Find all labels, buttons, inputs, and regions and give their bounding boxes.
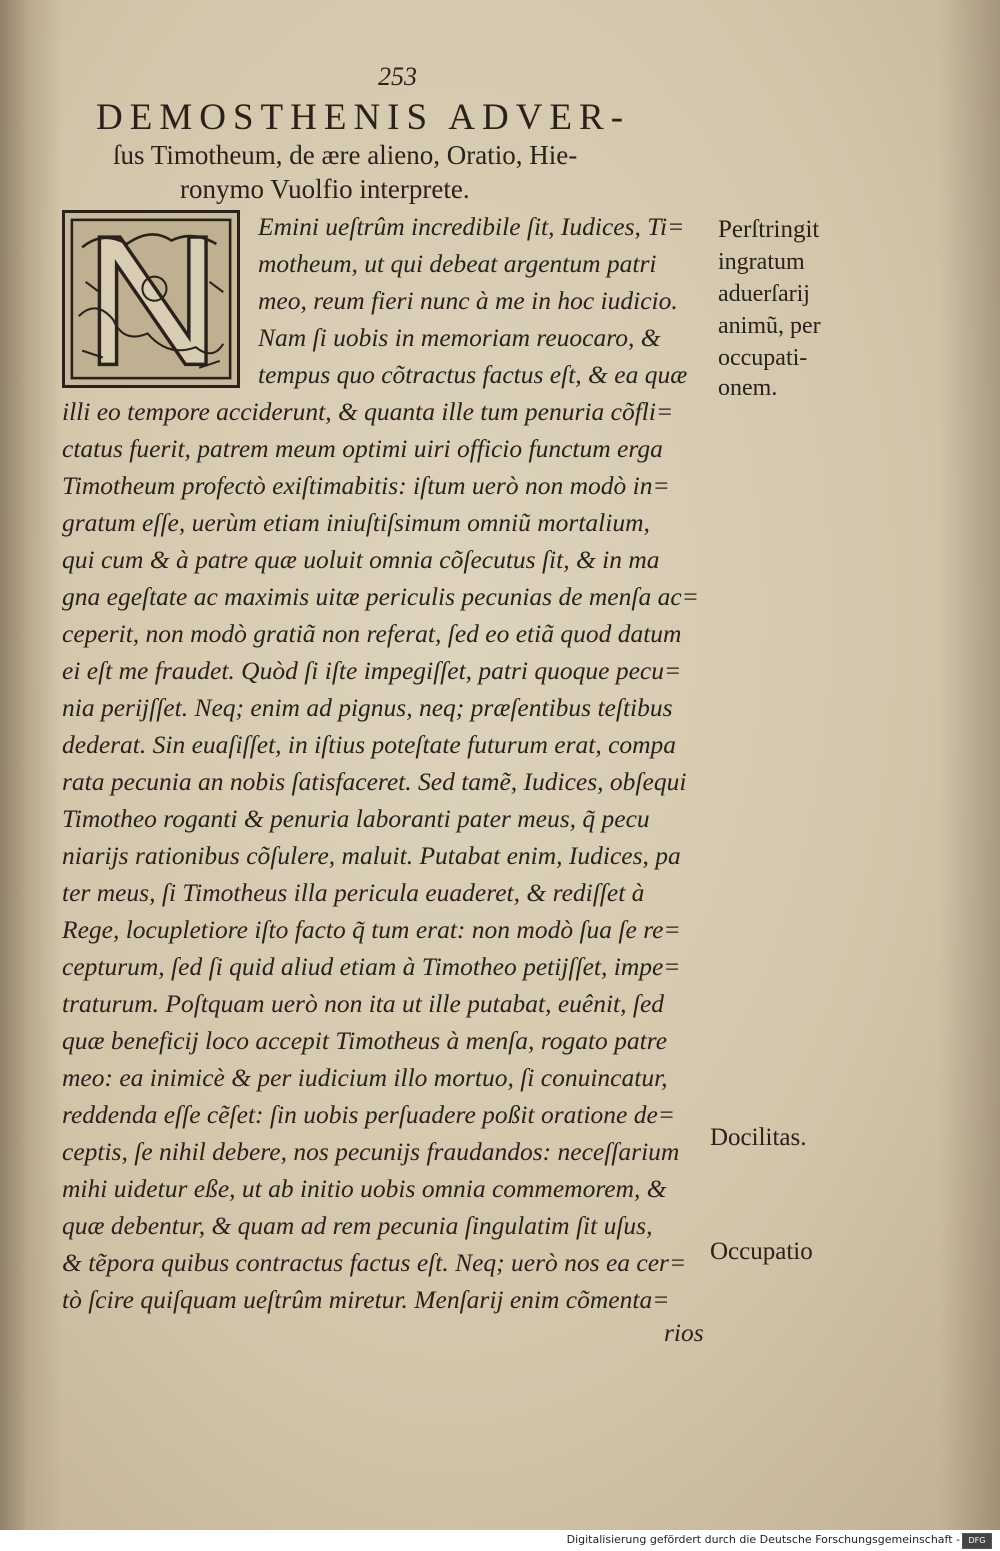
- body-line-9: gratum eſſe, uerùm etiam iniuſtiſsimum omniũ mortalium,: [62, 508, 650, 537]
- body-line-21: cepturum, ſed ſi quid aliud etiam à Timotheo petijſſet, impe=: [62, 952, 681, 981]
- heading-subtitle-line-1: ſus Timotheum, de ære alieno, Oratio, Hie-: [113, 140, 578, 170]
- margin-note-3: Occupatio: [710, 1238, 813, 1265]
- digitization-footer: [0, 1530, 1000, 1551]
- body-line-7: ctatus fuerit, patrem meum optimi uiri officio functum erga: [62, 434, 663, 463]
- body-line-30: tò ſcire quiſquam ueſtrûm miretur. Menſarij enim cõmenta=: [62, 1285, 670, 1314]
- margin-note-1-line-5: occupati-: [718, 345, 808, 371]
- body-line-11: gna egeſtate ac maximis uitæ periculis pecunias de menſa ac=: [62, 582, 699, 611]
- body-line-29: & tẽpora quibus contractus factus eſt. Neq; uerò nos ea cer=: [62, 1248, 687, 1277]
- margin-note-1-line-1: Perſtringit: [718, 216, 820, 243]
- heading-title: DEMOSTHENIS ADVER-: [96, 97, 631, 138]
- body-line-1: Emini ueſtrûm incredibile ſit, Iudices, Ti=: [258, 212, 685, 241]
- body-line-23: quæ beneficij loco accepit Timotheus à menſa, rogato patre: [62, 1026, 668, 1055]
- decorated-initial: [62, 210, 240, 388]
- body-line-4: Nam ſi uobis in memoriam reuocaro, &: [258, 323, 661, 352]
- body-line-24: meo: ea inimicè & per iudicium illo mortuo, ſi conuincatur,: [62, 1063, 668, 1092]
- page-edge-shadow: [940, 0, 1000, 1530]
- margin-note-1-line-6: onem.: [718, 375, 778, 401]
- margin-note-1-line-2: ingratum: [718, 249, 805, 275]
- body-line-12: ceperit, non modò gratiã non referat, ſed eo etiã quod datum: [62, 619, 682, 648]
- body-line-13: ei eſt me fraudet. Quòd ſi iſte impegiſſet, patri quoque pecu=: [62, 656, 682, 685]
- body-line-18: niarijs rationibus cõſulere, maluit. Putabat enim, Iudices, pa: [62, 841, 681, 870]
- body-line-27: mihi uidetur eße, ut ab initio uobis omnia commemorem, &: [62, 1174, 667, 1203]
- dfg-logo: DFG: [962, 1533, 992, 1549]
- heading-subtitle-line-2: ronymo Vuolfio interprete.: [180, 174, 470, 204]
- body-line-25: reddenda eſſe cẽſet: ſin uobis perſuadere poßit oratione de=: [62, 1100, 676, 1129]
- body-line-2: motheum, ut qui debeat argentum patri: [258, 249, 657, 278]
- page-number: 253: [378, 62, 417, 91]
- margin-note-1-line-3: aduerſarij: [718, 281, 810, 307]
- initial-ornament-image: [65, 213, 237, 385]
- body-line-15: dederat. Sin euaſiſſet, in iſtius poteſtate futurum erat, compa: [62, 730, 677, 759]
- body-line-5: tempus quo cõtractus factus eſt, & ea quæ: [258, 360, 688, 389]
- body-line-14: nia perijſſet. Neq; enim ad pignus, neq; præſentibus teſtibus: [62, 693, 673, 722]
- body-line-3: meo, reum fieri nunc à me in hoc iudicio.: [258, 286, 678, 315]
- body-line-28: quæ debentur, & quam ad rem pecunia ſingulatim ſit uſus,: [62, 1211, 653, 1240]
- footer-credit-text: Digitalisierung gefördert durch die Deutsche Forschungsgemeinschaft -: [566, 1533, 960, 1546]
- body-line-8: Timotheum profectò exiſtimabitis: iſtum uerò non modò in=: [62, 471, 670, 500]
- body-line-17: Timotheo roganti & penuria laboranti pater meus, q̃ pecu: [62, 804, 650, 833]
- body-line-22: traturum. Poſtquam uerò non ita ut ille putabat, euênit, ſed: [62, 989, 665, 1018]
- body-line-19: ter meus, ſi Timotheus illa pericula euaderet, & rediſſet à: [62, 878, 645, 907]
- margin-note-1-line-4: animũ, per: [718, 313, 821, 339]
- body-line-20: Rege, locupletiore iſto facto q̃ tum erat: non modò ſua ſe re=: [62, 915, 681, 944]
- body-line-6: illi eo tempore acciderunt, & quanta ille tum penuria cõfli=: [62, 397, 674, 426]
- margin-note-2: Docilitas.: [710, 1124, 807, 1151]
- body-line-16: rata pecunia an nobis ſatisfaceret. Sed tamẽ, Iudices, obſequi: [62, 767, 687, 796]
- page-gutter-shadow: [0, 0, 62, 1530]
- catchword: rios: [664, 1318, 704, 1347]
- body-line-26: ceptis, ſe nihil debere, nos pecunijs fraudandos: neceſſarium: [62, 1137, 680, 1166]
- body-line-10: qui cum & à patre quæ uoluit omnia cõſecutus ſit, & in ma: [62, 545, 660, 574]
